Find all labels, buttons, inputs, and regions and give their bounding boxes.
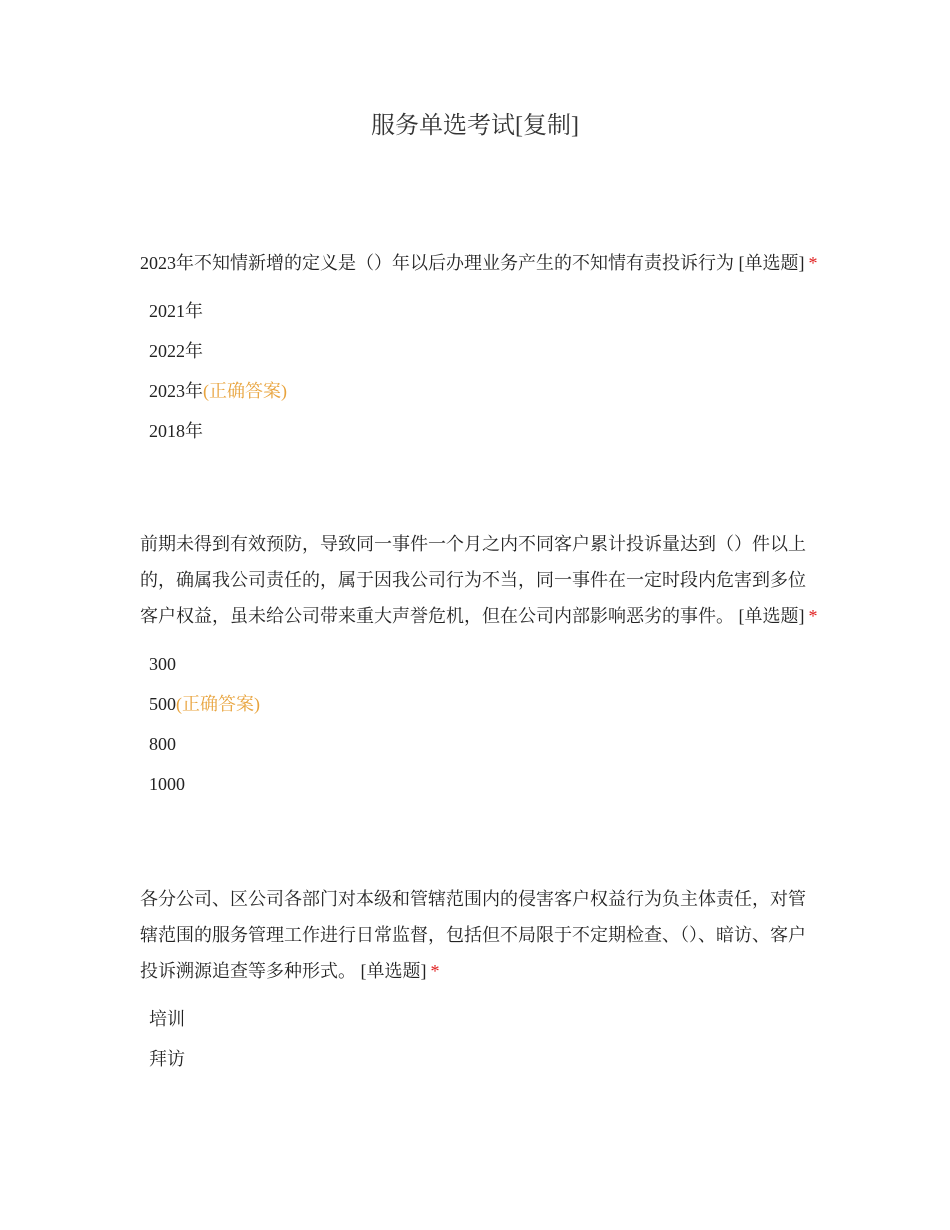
required-mark: *: [808, 253, 818, 273]
option-item[interactable]: [140, 1039, 820, 1079]
option-label: 800: [149, 734, 176, 754]
question-stem: 2023年不知情新增的定义是（）年以后办理业务产生的不知情有责投诉行为: [140, 253, 734, 273]
options-list: [140, 999, 820, 1079]
option-item[interactable]: [140, 724, 820, 764]
question-type-label: [单选题]: [738, 253, 805, 273]
required-mark: *: [808, 606, 818, 626]
option-label: 1000: [149, 774, 185, 794]
option-label: 500: [149, 694, 176, 714]
question-3: [140, 881, 820, 1079]
option-label: 培训: [149, 1009, 185, 1029]
option-label: 2022年: [149, 341, 203, 361]
question-1: [140, 245, 820, 451]
question-type-label: [单选题]: [360, 961, 427, 981]
option-item[interactable]: [140, 999, 820, 1039]
question-2: [140, 526, 820, 804]
option-label: 300: [149, 654, 176, 674]
option-item[interactable]: [140, 291, 820, 331]
options-list: [140, 644, 820, 804]
options-list: [140, 291, 820, 451]
option-label: 2023年: [149, 381, 203, 401]
option-item[interactable]: [140, 371, 820, 411]
required-mark: *: [430, 961, 440, 981]
page-title: 服务单选考试[复制]: [371, 113, 579, 139]
option-label: 拜访: [149, 1049, 185, 1069]
question-text: [140, 526, 820, 634]
question-type-label: [单选题]: [738, 606, 805, 626]
question-stem: 前期未得到有效预防，导致同一事件一个月之内不同客户累计投诉量达到（）件以上的，确属我公司责任的，属于因我公司行为不当，同一事件在一定时段内危害到多位客户权益，虽未给公司带来重大声誉危机，但在公司内部影响恶劣的事件。: [140, 534, 806, 626]
option-item[interactable]: [140, 764, 820, 804]
correct-answer-note: (正确答案): [176, 694, 260, 714]
option-item[interactable]: [140, 644, 820, 684]
question-stem: 各分公司、区公司各部门对本级和管辖范围内的侵害客户权益行为负主体责任，对管辖范围的服务管理工作进行日常监督，包括但不局限于不定期检查、（）、暗访、客户投诉溯源追查等多种形式。: [140, 889, 806, 981]
option-label: 2021年: [149, 301, 203, 321]
option-label: 2018年: [149, 421, 203, 441]
option-item[interactable]: [140, 411, 820, 451]
option-item[interactable]: [140, 331, 820, 371]
question-text: [140, 881, 820, 989]
question-text: [140, 245, 820, 281]
option-item[interactable]: [140, 684, 820, 724]
correct-answer-note: (正确答案): [203, 381, 287, 401]
